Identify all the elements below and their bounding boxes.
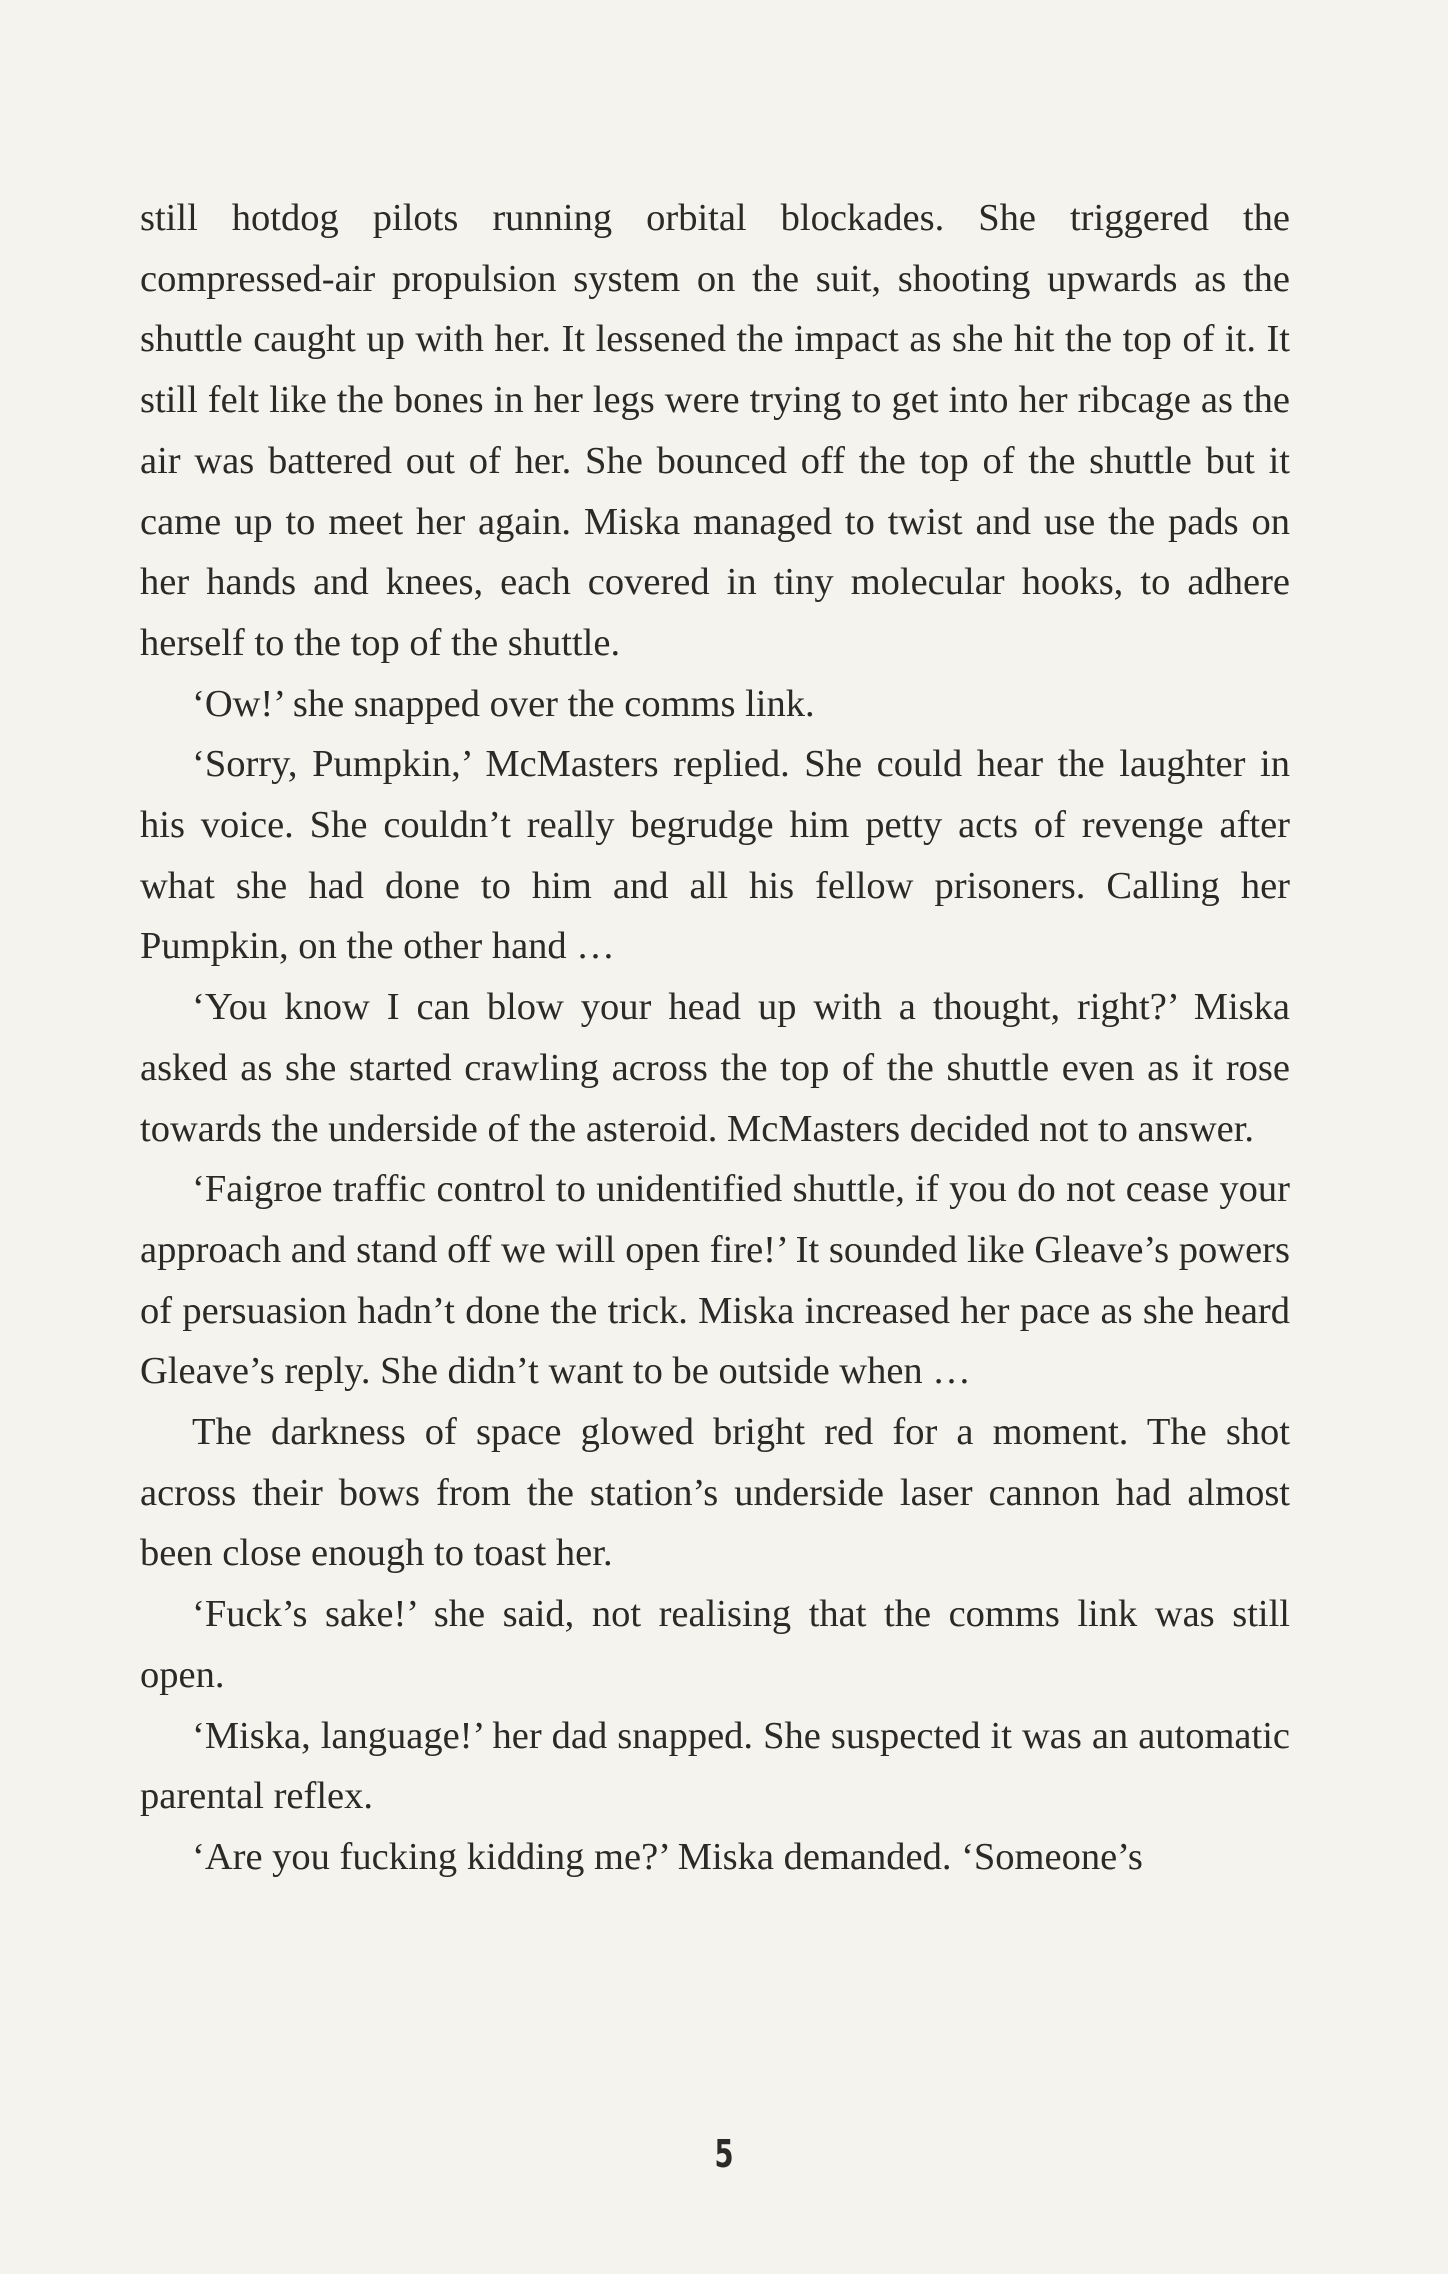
page-number: 5 [714, 2132, 734, 2176]
paragraph: ‘Ow!’ she snapped over the comms link. [192, 682, 815, 725]
paragraph-continued: still hotdog pilots running orbital blockades. She triggered the compressed-air propulsion system on the suit, shooting upwards as the shuttle caught up with her. It lessened the impact as she hit the top of it. It still felt like the bones in her legs were trying to get into her ribcage as the air was battered out of her. She bounced off the top of the shuttle but it came up to meet her again. Miska managed to twist and use the pads on her hands and knees, each covered in tiny molecular hooks, to adhere herself to the top of the shuttle. [140, 197, 1290, 664]
paragraph: ‘Miska, language!’ her dad snapped. She suspected it was an automatic parental reflex. [140, 1714, 1290, 1818]
paragraph: The darkness of space glowed bright red for a moment. The shot across their bows from the station’s underside laser cannon had almost been close enough to toast her. [140, 1411, 1290, 1575]
body-text [140, 188, 1290, 1888]
paragraph: ‘Are you fucking kidding me?’ Miska demanded. ‘Someone’s [192, 1835, 1143, 1878]
paragraph: ‘You know I can blow your head up with a thought, right?’ Miska asked as she started crawling across the top of the shuttle even as it rose towards the underside of the asteroid. McMasters decided not to answer. [140, 986, 1290, 1150]
paragraph: ‘Sorry, Pumpkin,’ McMasters replied. She could hear the laughter in his voice. She couldn’t really begrudge him petty acts of revenge after what she had done to him and all his fellow prisoners. Calling her Pumpkin, on the other hand … [140, 743, 1290, 968]
paragraph: ‘Faigroe traffic control to unidentified shuttle, if you do not cease your approach and stand off we will open fire!’ It sounded like Gleave’s powers of persuasion hadn’t done the trick. Miska increased her pace as she heard Gleave’s reply. She didn’t want to be outside when … [140, 1168, 1290, 1393]
paragraph: ‘Fuck’s sake!’ she said, not realising that the comms link was still open. [140, 1593, 1290, 1696]
